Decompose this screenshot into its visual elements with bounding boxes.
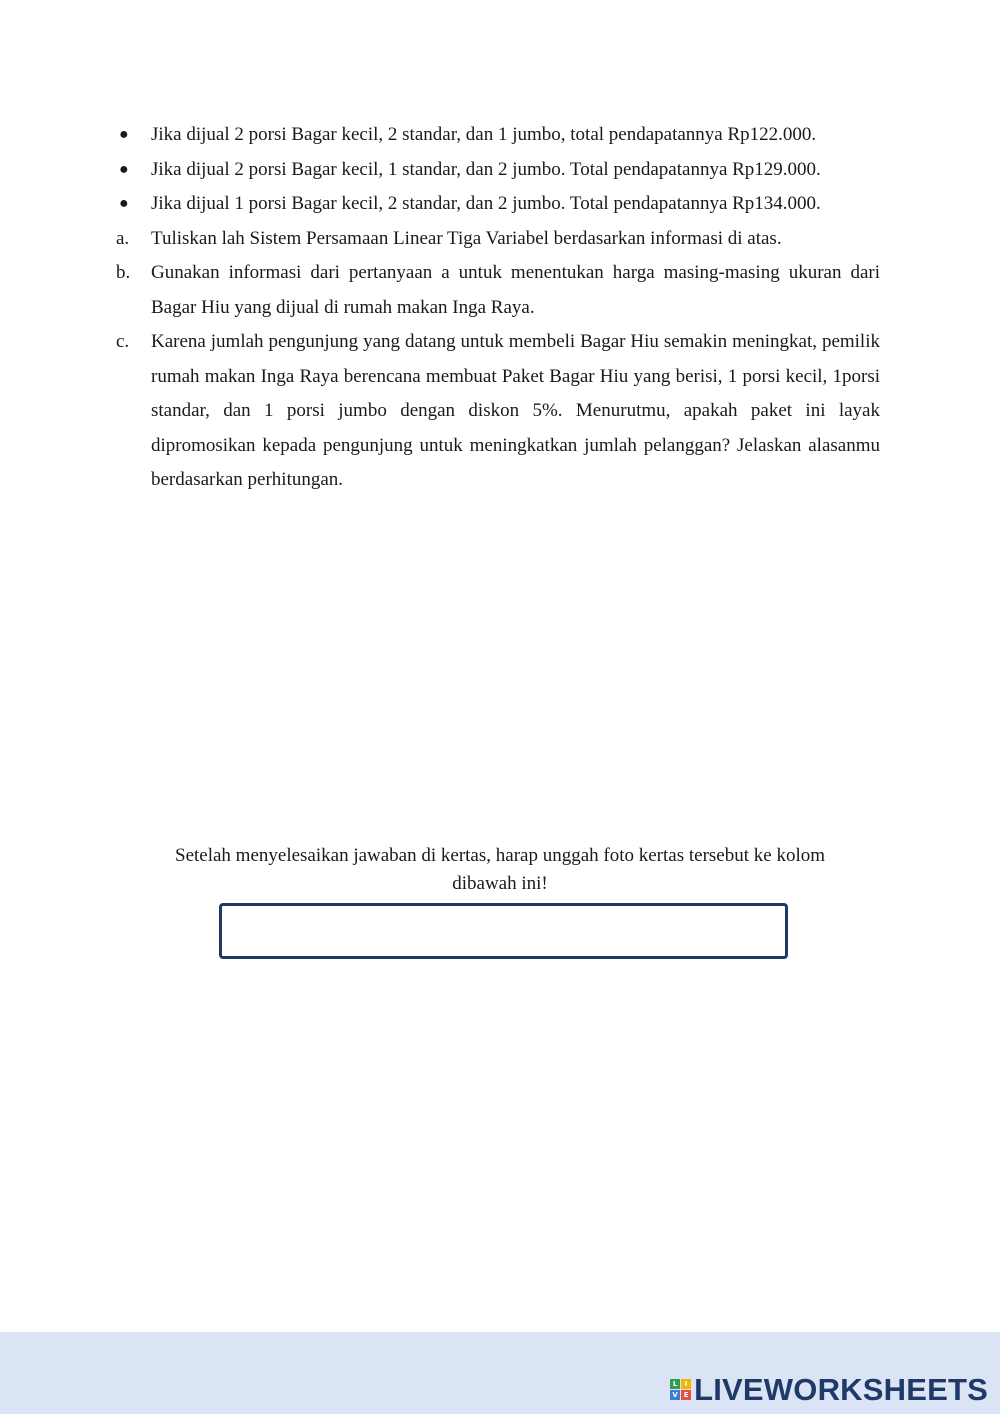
bullet-text: Jika dijual 2 porsi Bagar kecil, 1 standar, dan 2 jumbo. Total pendapatannya Rp129.000. — [151, 158, 821, 180]
logo-cell: E — [681, 1390, 691, 1400]
question-marker: b. — [116, 262, 131, 283]
upload-instruction-line2: dibawah ini! — [452, 873, 548, 894]
bullet-marker: ● — [119, 160, 129, 178]
liveworksheets-brand[interactable] — [670, 1374, 988, 1405]
upload-instruction-line1: Setelah menyelesaikan jawaban di kertas, harap unggah foto kertas tersebut ke kolom — [175, 845, 825, 866]
logo-cell: L — [670, 1379, 680, 1389]
bullet-marker: ● — [119, 126, 129, 143]
bullet-text: Jika dijual 2 porsi Bagar kecil, 2 standar, dan 1 jumbo, total pendapatannya Rp122.000. — [151, 124, 817, 145]
question-text: Karena jumlah pengunjung yang datang untuk membeli Bagar Hiu semakin meningkat, pemilik rumah makan Inga Raya berencana membuat Paket Bagar Hiu yang berisi, 1 porsi kecil, 1porsi standar, dan 1 porsi jumbo dengan diskon 5%. Menurutmu, apakah paket ini layak dipromosikan kepada pengunjung untuk meningkatkan jumlah pelanggan? Jelaskan alasanmu berdasarkan perhitungan. — [151, 331, 880, 490]
question-c — [116, 325, 880, 498]
upload-instruction — [120, 842, 880, 898]
logo-cell: I — [681, 1379, 691, 1389]
question-a — [116, 222, 880, 257]
question-b — [116, 256, 880, 325]
question-marker: c. — [116, 331, 130, 352]
question-text: Tuliskan lah Sistem Persamaan Linear Tiga Variabel berdasarkan informasi di atas. — [151, 227, 782, 249]
liveworksheets-logo-icon — [670, 1379, 691, 1400]
bullet-text: Jika dijual 1 porsi Bagar kecil, 2 standar, dan 2 jumbo. Total pendapatannya Rp134.000. — [151, 193, 821, 214]
file-upload-box[interactable] — [219, 903, 788, 959]
bullet-item — [116, 118, 880, 153]
bullet-marker: ● — [119, 195, 129, 212]
bullet-item — [116, 153, 880, 188]
bullet-item — [116, 187, 880, 222]
brand-name: LIVEWORKSHEETS — [694, 1372, 988, 1407]
logo-cell: V — [670, 1390, 680, 1400]
question-list — [116, 118, 880, 498]
question-marker: a. — [116, 227, 130, 249]
question-text: Gunakan informasi dari pertanyaan a untuk menentukan harga masing-masing ukuran dari Bagar Hiu yang dijual di rumah makan Inga Raya. — [151, 262, 880, 318]
